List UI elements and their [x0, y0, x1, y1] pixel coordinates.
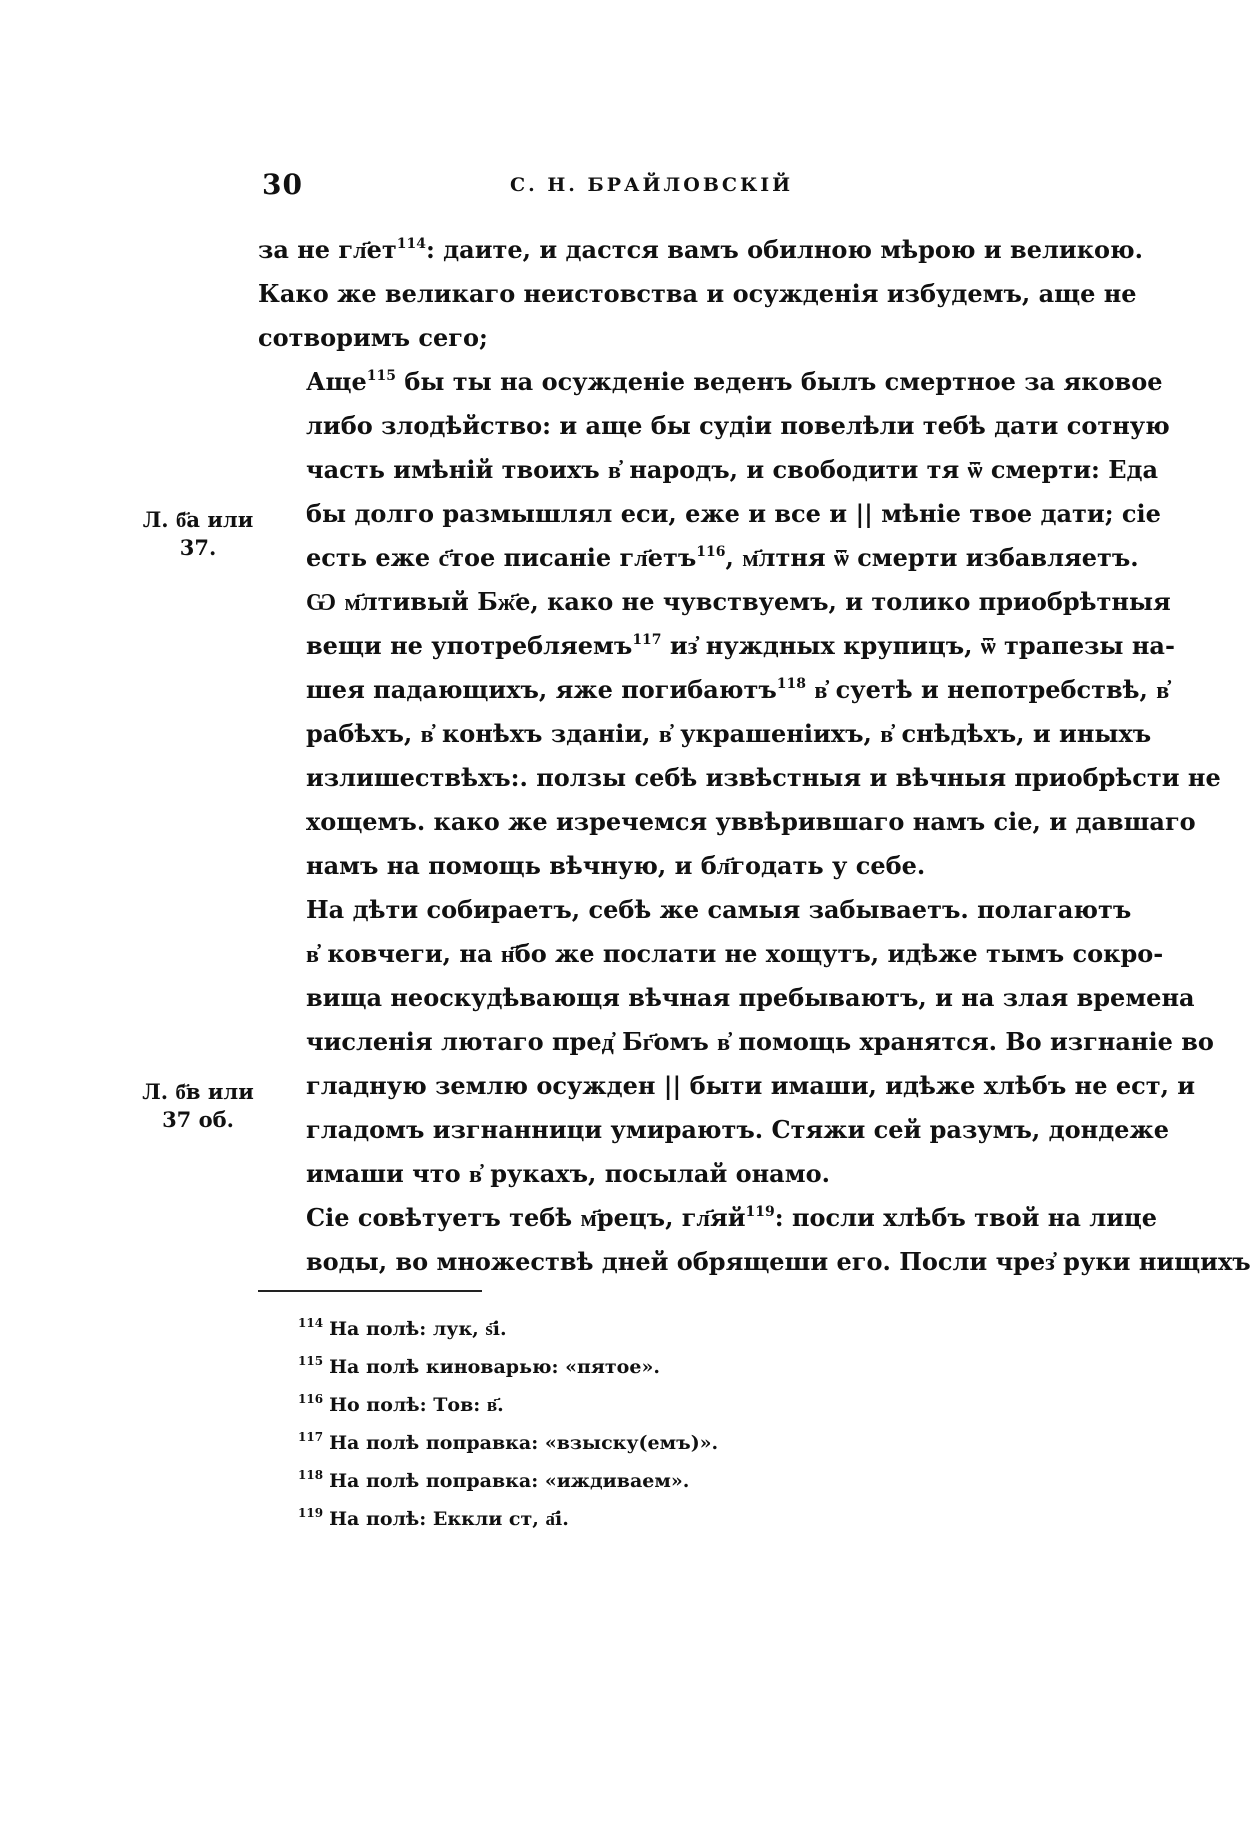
- paragraph-1: [258, 228, 1143, 360]
- text-run: есть еже с҃тое писаніе гл҃етъ: [306, 543, 697, 572]
- page-number: 30: [262, 168, 303, 201]
- margin-note-line: Л. б҃в или: [142, 1079, 254, 1104]
- footnotes: [298, 1310, 998, 1538]
- margin-note-folio-1: [138, 506, 258, 562]
- footnote-115: [298, 1348, 998, 1386]
- main-text: [258, 228, 1251, 1284]
- footnote-116: [298, 1386, 998, 1424]
- text-line: излишествѣхъ:. ползы себѣ извѣстныя и вѣчныя приобрѣсти не: [306, 763, 1221, 792]
- margin-note-line: 37 об.: [162, 1107, 234, 1132]
- text-run: бы ты на осужденіе веденъ былъ смертное за яковое: [396, 367, 1163, 396]
- text-run: шея падающихъ, яже погибаютъ: [306, 675, 777, 704]
- text-run: : даите, и дастся вамъ обилною мѣрою и великою.: [425, 235, 1143, 264]
- paragraph-2: [258, 360, 1170, 580]
- footnote-ref[interactable]: 115: [366, 368, 397, 384]
- paragraph-3: [258, 580, 1221, 888]
- text-run: в҆ суетѣ и непотребствѣ, в҆: [805, 675, 1170, 704]
- footnote-ref[interactable]: 117: [632, 632, 662, 648]
- margin-note-folio-2: [138, 1078, 258, 1134]
- text-line: [258, 668, 1170, 712]
- text-line: имаши что в҆ рукахъ, посылай онамо.: [306, 1159, 830, 1188]
- text-line: в҆ ковчеги, на н҃бо же послати не хощутъ, идѣже тымъ сокро-: [306, 939, 1164, 968]
- text-run: Аще: [306, 367, 367, 396]
- text-line: [258, 624, 1175, 668]
- footnote-ref[interactable]: 116: [696, 544, 726, 560]
- text-run: Сіе совѣтуетъ тебѣ м҃рецъ, гл҃яй: [306, 1203, 746, 1232]
- footnote-text: На полѣ киноварью: «пятое».: [329, 1356, 660, 1378]
- text-run: из҆ нуждных крупицъ, ѿ трапезы на-: [661, 631, 1175, 660]
- margin-note-line: 37.: [179, 535, 217, 560]
- text-line: [258, 228, 1143, 272]
- text-line: вища неоскудѣвающя вѣчная пребываютъ, и на злая времена: [306, 983, 1195, 1012]
- footnote-ref[interactable]: 119: [745, 1204, 775, 1220]
- text-run: вещи не употребляемъ: [306, 631, 633, 660]
- footnote-ref[interactable]: 114: [396, 236, 426, 252]
- text-run: , м҃лтня ѿ смерти избавляетъ.: [725, 543, 1139, 572]
- text-line: [258, 1196, 1157, 1240]
- margin-note-line: Л. б҃а или: [142, 507, 254, 532]
- footnote-119: [298, 1500, 998, 1538]
- text-line: Ѡ м҃лтивый Бж҃е, како не чувствуемъ, и толико приобрѣтныя: [306, 587, 1171, 616]
- text-run: : посли хлѣбъ твой на лице: [774, 1203, 1157, 1232]
- text-line: численія лютаго пред҆ Бг҃омъ в҆ помощь хранятся. Во изгнаніе во: [306, 1027, 1214, 1056]
- text-line: бы долго размышлял еси, еже и все и || мѣніе твое дати; сіе: [306, 499, 1161, 528]
- footnote-number: 117: [298, 1430, 324, 1444]
- footnote-text: На полѣ: лук, ѕ҃і.: [329, 1318, 507, 1340]
- footnote-text: На полѣ: Еккли ст, а҃і.: [329, 1508, 569, 1530]
- text-line: либо злодѣйство: и аще бы судіи повелѣли тебѣ дати сотную: [306, 411, 1170, 440]
- text-line: намъ на помощь вѣчную, и бл҃годать у себе.: [306, 851, 926, 880]
- footnote-117: [298, 1424, 998, 1462]
- text-line: хощемъ. како же изречемся уввѣрившаго намъ сіе, и давшаго: [306, 807, 1196, 836]
- running-head: С. Н. БРАЙЛОВСКІЙ: [510, 174, 794, 196]
- text-line: сотворимъ сего;: [258, 323, 488, 352]
- footnote-number: 114: [298, 1316, 324, 1330]
- footnote-number: 115: [298, 1354, 324, 1368]
- paragraph-5: [258, 1196, 1251, 1284]
- footnote-text: Но полѣ: Тов: в҃.: [329, 1394, 504, 1416]
- text-line: воды, во множествѣ дней обрящеши его. Посли чрез҆ руки нищихъ: [306, 1247, 1251, 1276]
- footnote-text: На полѣ поправка: «иждиваем».: [329, 1470, 690, 1492]
- footnote-number: 119: [298, 1506, 324, 1520]
- footnote-number: 118: [298, 1468, 324, 1482]
- footnote-ref[interactable]: 118: [776, 676, 806, 692]
- text-line: На дѣти собираетъ, себѣ же самыя забываетъ. полагаютъ: [306, 895, 1132, 924]
- text-line: [258, 360, 1163, 404]
- text-line: гладомъ изгнанници умираютъ. Стяжи сей разумъ, дондеже: [306, 1115, 1169, 1144]
- text-line: [258, 536, 1139, 580]
- footnote-118: [298, 1462, 998, 1500]
- page-header: [262, 168, 1042, 208]
- footnote-divider: [258, 1290, 482, 1292]
- text-line: Како же великаго неистовства и осужденія избудемъ, аще не: [258, 279, 1137, 308]
- footnote-text: На полѣ поправка: «взыску(емъ)».: [329, 1432, 719, 1454]
- paragraph-4: [258, 888, 1214, 1196]
- text-line: часть имѣній твоихъ в҆ народъ, и свободити тя ѿ смерти: Еда: [306, 455, 1159, 484]
- footnote-number: 116: [298, 1392, 324, 1406]
- footnote-114: [298, 1310, 998, 1348]
- text-line: рабѣхъ, в҆ конѣхъ зданіи, в҆ украшеніихъ, в҆ снѣдѣхъ, и иныхъ: [306, 719, 1152, 748]
- text-run: за не гл҃ет: [258, 235, 397, 264]
- text-line: гладную землю осужден || быти имаши, идѣже хлѣбъ не ест, и: [306, 1071, 1196, 1100]
